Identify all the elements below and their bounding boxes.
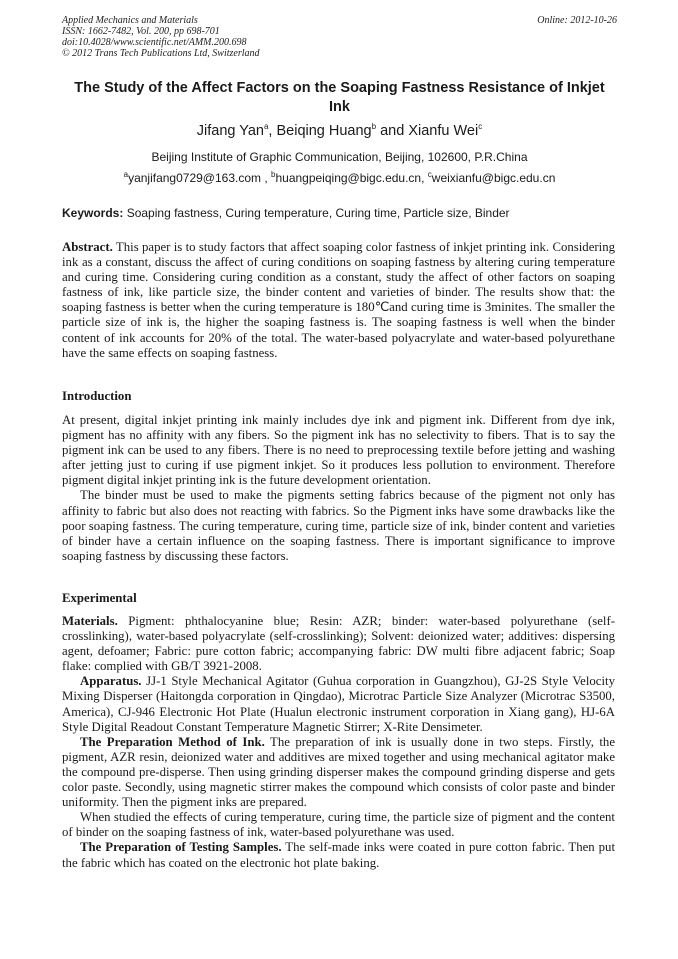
paper-title: The Study of the Affect Factors on the Soaping Fastness Resistance of Inkjet Ink — [74, 80, 605, 115]
prep-samples-text: The self-made inks were coated in pure cotton fabric. Then put the fabric which has coated on the electronic hot plate baking. — [62, 840, 615, 870]
author-conjunction: and — [380, 123, 405, 139]
email-superscript: b — [271, 170, 276, 179]
paragraph: When studied the effects of curing temperature, curing time, the particle size of pigment and the content of binder on the soaping fastness of ink, water-based polyurethane was used. — [62, 810, 615, 840]
apparatus-text: JJ-1 Style Mechanical Agitator (Guhua corporation in Guangzhou), GJ-2S Style Velocity Mixing Disperser (Haitongda corporation in Qingdao), Microtrac Particle Size Analyzer (Microtrac S3500, America), CJ-946 Electronic Hot Plate (Hualun electronic instrument corporation in Xiang gang), HJ-6A Style Digital Readout Constant Temperature Magnetic Stirrer; X-Rite Densimeter. — [62, 674, 615, 734]
abstract-text: This paper is to study factors that affect soaping color fastness of inkjet printing ink. Considering ink as a constant, discuss the affect of curing conditions on soaping fastness by altering curing temperature and curing time. Considering curing condition as a constant, study the affect of other factors on soaping fastness of ink, like particle size, the binder content and varieties of binder. The results show that: the soaping fastness is better when the curing temperature is 180℃and curing time is 3minites. The smaller the particle size of ink is, the higher the soaping fastness is. The soaping fastness is well when the binder content of ink accounts for 20% of the total. The water-based polyacrylate and water-based polyurethane have the same effects on soaping fastness. — [62, 240, 616, 360]
materials-text: Pigment: phthalocyanine blue; Resin: AZR; binder: water-based polyurethane (self-crosslinking), water-based polyacrylate (self-crosslinking); Solvent: deionized water; additives: dispersing agent, defoamer; Fabric: pure cotton fabric; accompanying fabric: DW multi fibre adjacent fabric; Soap flake: complied with GB/T 3921-2008. — [62, 614, 615, 674]
email-list: $^a$yanjifang0729@163.com , $^b$huangpeiqing@bigc.edu.cn, $^c$weixianfu@bigc.edu.cn — [123, 170, 556, 185]
prep-ink-label: The Preparation Method of Ink. — [80, 734, 265, 749]
email-address[interactable]: weixianfu@bigc.edu.cn — [431, 171, 556, 185]
copyright-line: © 2012 Trans Tech Publications Ltd, Switzerland — [62, 48, 260, 59]
experimental-heading: Experimental — [62, 591, 137, 605]
experimental-body — [62, 614, 615, 871]
email-superscript: a — [123, 170, 129, 179]
introduction-body — [62, 413, 615, 564]
prep-samples-label: The Preparation of Testing Samples. — [80, 840, 282, 855]
abstract-label: Abstract. — [62, 240, 113, 254]
issn-line: ISSN: 1662-7482, Vol. 200, pp 698-701 — [62, 26, 220, 37]
doi-line: doi:10.4028/www.scientific.net/AMM.200.698 — [62, 37, 247, 48]
paragraph — [62, 614, 615, 674]
author-superscript: b — [371, 122, 377, 132]
paragraph — [62, 840, 615, 870]
abstract — [62, 240, 615, 361]
email-address[interactable]: huangpeiqing@bigc.edu.cn — [275, 171, 422, 185]
author-superscript: a — [263, 122, 269, 132]
email-address[interactable]: yanjifang0729@163.com — [128, 171, 261, 185]
paragraph: At present, digital inkjet printing ink mainly includes dye ink and pigment ink. Different from dye ink, pigment has no affinity with any fibers. So the pigment ink has no selectivity to fibers. That is to say the pigment ink can be used to any fibers. There is no need to preprocessing textile before jetting and washing after jetting just to curing if use pigment inkjet. So it produces less pollution to environment. Therefore pigment digital inkjet printing ink is the future development orientation. — [62, 413, 615, 488]
author-name: Xianfu Wei — [408, 123, 479, 139]
author-name: Beiqing Huang — [276, 123, 372, 139]
journal-header — [62, 15, 617, 59]
affiliation: Beijing Institute of Graphic Communication, Beijing, 102600, P.R.China — [151, 150, 528, 164]
keywords — [62, 205, 617, 221]
paragraph — [62, 674, 615, 734]
keywords-text: Soaping fastness, Curing temperature, Curing time, Particle size, Binder — [126, 206, 510, 220]
introduction-heading: Introduction — [62, 389, 132, 403]
author-superscript: c — [478, 122, 483, 132]
apparatus-label: Apparatus. — [80, 674, 142, 689]
online-date: Online: 2012-10-26 — [537, 15, 617, 26]
materials-label: Materials. — [62, 614, 118, 628]
email-superscript: c — [427, 170, 432, 179]
paragraph: The binder must be used to make the pigments setting fabrics because of the pigment not only has affinity to fabric but also does not reacting with fabrics. So the Pigment inks have some drawbacks like the poor soaping fastness. The curing temperature, curing time, particle size of ink, binder content and varieties of binder have a certain influence on the soaping fastness. There is important significance to improve soaping fastness by discussing these factors. — [62, 488, 615, 563]
journal-name: Applied Mechanics and Materials — [62, 15, 198, 26]
prep-ink-text: The preparation of ink is usually done in two steps. Firstly, the pigment, AZR resin, deionized water and additives are mixed together and using mechanical agitator make the compound pre-disperse. Then using grinding disperser makes the compound grinding disperse and gets color paste. Secondly, using magnetic stirrer makes the compound which consists of color paste and binder uniformity. Then the pigment inks are prepared. — [62, 734, 616, 810]
author-name: Jifang Yan — [196, 123, 264, 139]
keywords-label: Keywords: — [62, 206, 124, 220]
author-list: Jifang Yan$^a$, Beiqing Huang$^b$ and Xianfu Wei$^c$ — [196, 122, 483, 139]
paragraph — [62, 735, 615, 810]
